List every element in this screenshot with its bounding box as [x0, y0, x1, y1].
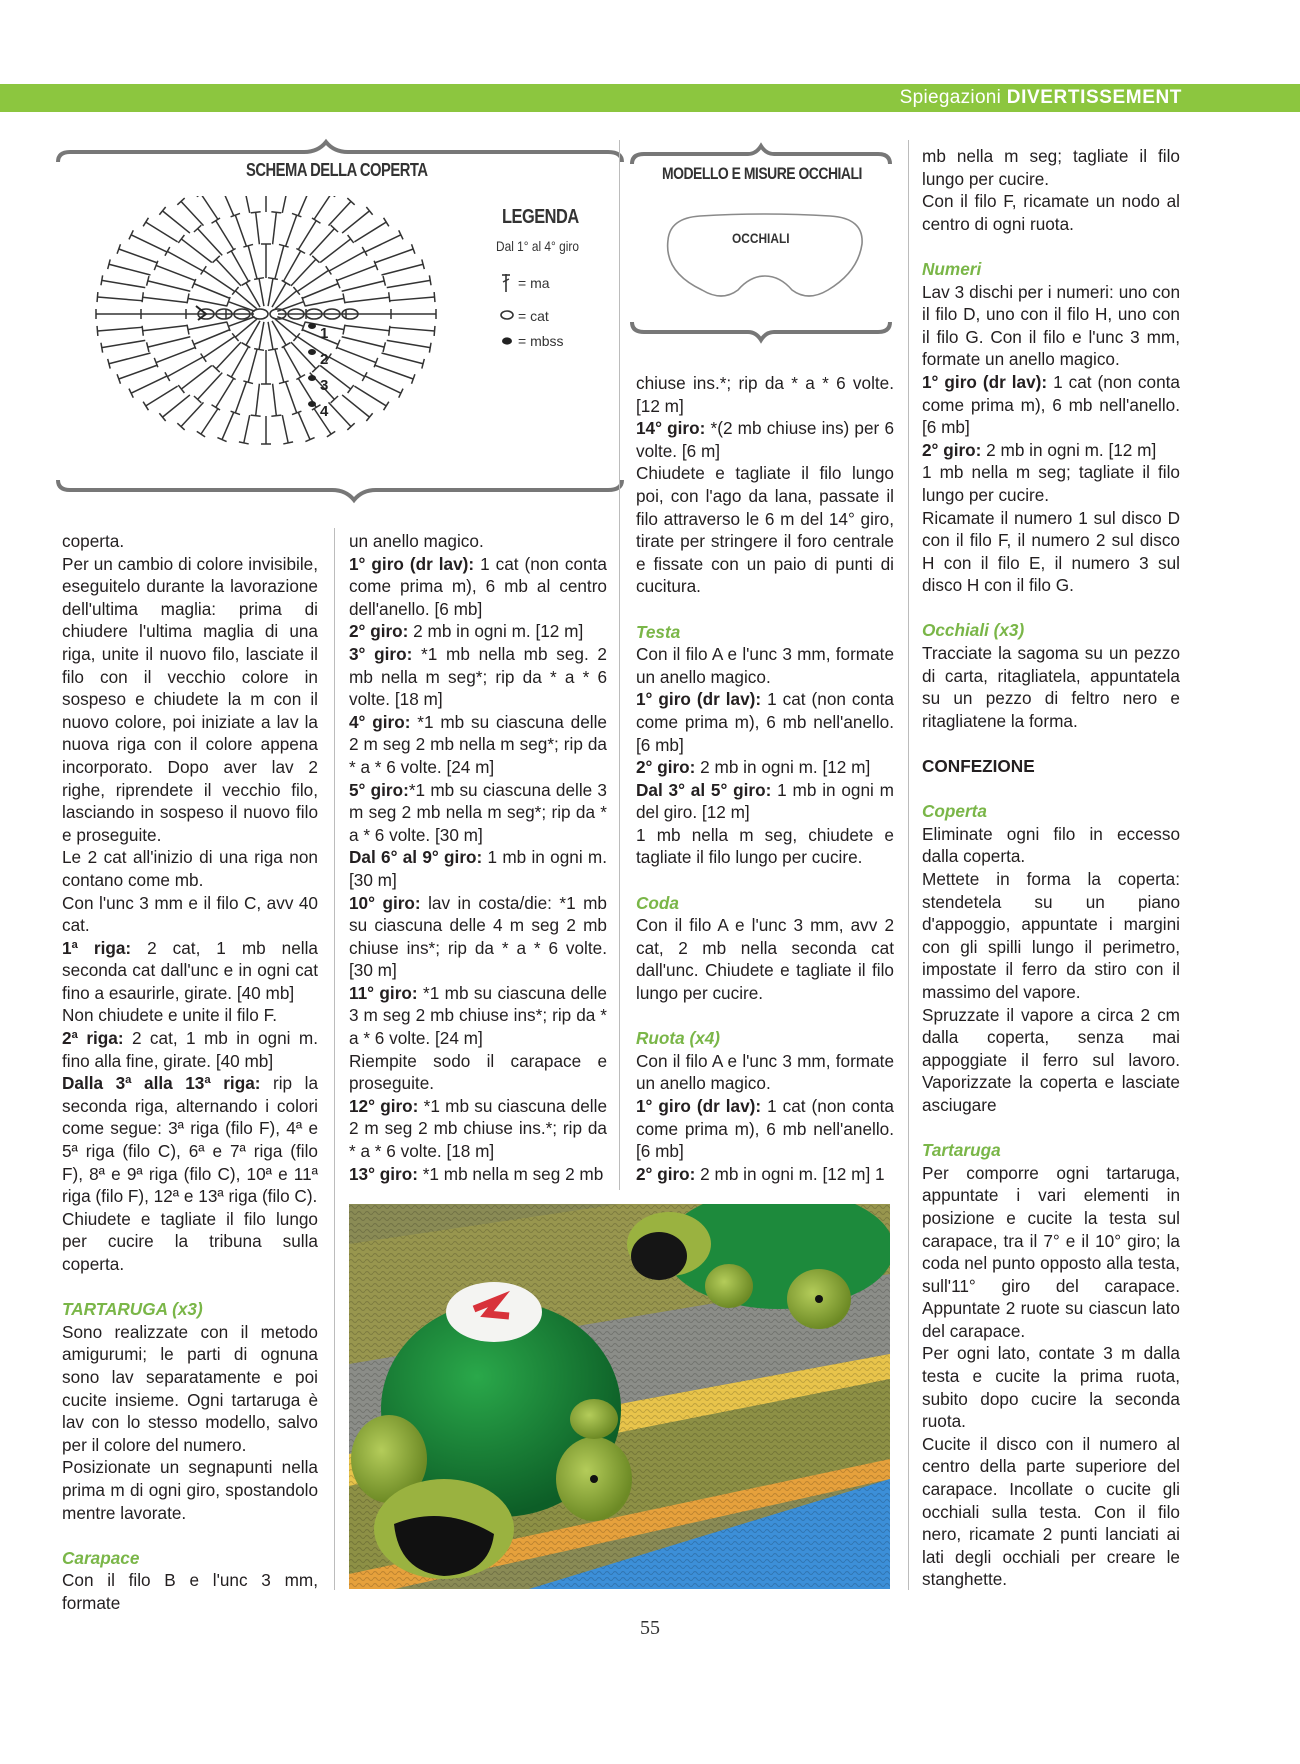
instruction-step: [636, 688, 894, 756]
step-label: 2° giro:: [349, 621, 409, 642]
double-crochet-symbol: [329, 402, 352, 426]
crochet-diagram: [66, 196, 466, 476]
schema-title: SCHEMA DELLA COPERTA: [246, 160, 428, 180]
stitch-top-bar: [348, 235, 354, 243]
slip-stitch-symbol: [308, 323, 316, 329]
paragraph: mb nella m seg; tagliate il filo lungo per cucire.: [922, 146, 1180, 189]
stitch-top-bar: [296, 375, 305, 380]
double-crochet-symbol: [231, 346, 248, 377]
double-crochet-symbol: [365, 235, 401, 252]
paragraph: Non chiudete e unite il filo F.: [62, 1005, 277, 1026]
stitch-top-bar: [143, 402, 148, 410]
paragraph: Con l'unc 3 mm e il filo C, avv 40 cat.: [62, 892, 318, 936]
instruction-step: [349, 982, 607, 1050]
instruction-step: [636, 1095, 894, 1163]
row-number: 4: [320, 403, 329, 420]
double-crochet-symbol: [329, 251, 365, 271]
stitch-top-bar: [434, 292, 435, 302]
section-heading: Coda: [636, 892, 679, 913]
stitch-top-bar: [254, 349, 264, 351]
step-label: 10° giro:: [349, 892, 421, 913]
paragraph: Con il filo A e l'unc 3 mm, avv 2 cat, 2 mb nella seconda cat dall'unc. Chiudete e tagliate il filo lungo per cucire.: [636, 915, 894, 1004]
paragraph-gap: [636, 869, 894, 892]
stitch-top-bar: [239, 442, 249, 444]
paragraph: Chiudete e tagliate il filo lungo per cucire la tribuna sulla coperta.: [62, 1208, 318, 1274]
paragraph: Ricamate il numero 1 sul disco D con il filo F, il numero 2 sul disco H con il filo E, il numero 3 sul disco H con il filo G.: [922, 507, 1180, 596]
step-text: 2 cat, 1 mb nella seconda cat dall'unc e in ogni cat fino a esaurirle, girate. [40 mb]: [62, 937, 318, 1003]
stitch-top-bar: [251, 415, 261, 416]
double-crochet-symbol: [282, 415, 288, 443]
stitch-top-bar: [271, 415, 281, 416]
step-text: 2 mb in ogni m. [12 m]: [695, 757, 871, 778]
double-crochet-symbol: [148, 337, 191, 347]
double-crochet-symbol: [272, 321, 286, 345]
double-crochet-symbol: [298, 196, 310, 215]
stitch-top-bar: [197, 431, 205, 437]
step-label: 2° giro:: [636, 1163, 696, 1184]
double-crochet-symbol: [201, 408, 218, 434]
section-heading: TARTARUGA (x3): [62, 1299, 203, 1320]
paragraph: un anello magico.: [349, 531, 484, 551]
double-crochet-symbol: [102, 340, 145, 347]
double-crochet-symbol: [365, 376, 401, 393]
glasses-label: OCCHIALI: [732, 230, 790, 246]
double-crochet-symbol: [198, 373, 223, 400]
double-crochet-symbol: [256, 212, 260, 244]
section-heading: CONFEZIONE: [922, 756, 1035, 777]
step-label: 4° giro:: [349, 711, 411, 732]
stitch-top-bar: [178, 235, 184, 243]
double-crochet-symbol: [342, 337, 385, 347]
instruction-step: [349, 620, 607, 643]
paragraph: chiuse ins.*; rip da * a * 6 volte. [12 m]: [636, 373, 894, 416]
stitch-top-bar: [327, 196, 335, 197]
double-crochet-symbol: [275, 246, 284, 279]
step-label: 1° giro (dr lav):: [349, 553, 475, 574]
instruction-step: [636, 779, 894, 824]
step-text: 1 cat (non conta come prima m), 6 mb nell'anello. [6 mb]: [922, 371, 1180, 438]
double-crochet-symbol: [298, 413, 310, 440]
stitch-top-bar: [389, 326, 390, 336]
double-crochet-symbol: [354, 222, 386, 242]
double-crochet-symbol: [148, 281, 191, 291]
stitch-top-bar: [384, 402, 389, 410]
double-crochet-symbol: [181, 239, 211, 263]
section-heading: Occhiali (x3): [922, 620, 1025, 641]
double-crochet-symbol: [374, 249, 413, 263]
double-crochet-symbol: [188, 298, 227, 306]
step-text: 2 mb in ogni m. [12 m] 1: [695, 1163, 885, 1184]
section-heading: Carapace: [62, 1547, 140, 1568]
stitch-top-bar: [142, 326, 143, 336]
instruction-step: [349, 711, 607, 779]
double-crochet-symbol: [181, 402, 204, 426]
instruction-step: [349, 643, 607, 711]
paragraph-gap: [922, 597, 1180, 620]
double-crochet-symbol: [329, 357, 365, 377]
double-crochet-symbol: [336, 265, 376, 280]
double-crochet-symbol: [310, 229, 335, 256]
instruction-step: [349, 1163, 607, 1186]
stitch-top-bar: [197, 196, 205, 197]
step-text: 2 mb in ogni m. [12 m]: [981, 439, 1157, 460]
step-label: 11° giro:: [349, 982, 418, 1003]
double-crochet-symbol: [246, 321, 260, 345]
instruction-step: [62, 937, 318, 1005]
paragraph: Per ogni lato, contate 3 m dalla testa e cucite la prima ruota, subito dopo cucire la seconda ruota.: [922, 1343, 1180, 1432]
stitch-top-bar: [97, 326, 98, 336]
stitch-top-bar: [97, 292, 98, 302]
legend-item-cat: = cat: [518, 308, 549, 324]
instruction-step: [349, 846, 607, 891]
step-text: *1 mb su ciascuna delle 3 m seg 2 mb nella m seg*; rip da * a * 6 volte. [30 m]: [349, 779, 607, 845]
double-crochet-symbol: [244, 415, 250, 443]
glasses-shape: [660, 210, 870, 310]
double-crochet-symbol: [387, 340, 430, 347]
paragraph-gap: [636, 1005, 894, 1028]
step-label: 1° giro (dr lav):: [636, 689, 762, 710]
legend-cat-icon: [499, 309, 515, 321]
stitch-top-bar: [227, 248, 236, 253]
slip-stitch-symbol: [308, 401, 316, 407]
double-crochet-symbol: [163, 395, 190, 417]
double-crochet-symbol: [336, 347, 376, 362]
stitch-top-bar: [178, 385, 184, 393]
instruction-step: [636, 1163, 894, 1186]
double-crochet-symbol: [342, 395, 369, 417]
step-label: 5° giro:: [349, 779, 409, 800]
section-header: [900, 87, 1182, 109]
paragraph: Riempite sodo il carapace e proseguite.: [349, 1050, 607, 1094]
text-column-4: [922, 145, 1180, 1591]
legend-title: LEGENDA: [502, 206, 579, 228]
double-crochet-symbol: [163, 211, 190, 233]
stitch-top-bar: [268, 278, 278, 280]
double-crochet-symbol: [272, 283, 286, 307]
double-crochet-symbol: [181, 201, 204, 225]
stitch-top-bar: [254, 278, 264, 280]
paragraph: Lav 3 dischi per i numeri: uno con il filo D, uno con il filo H, uno con il filo G. Con il filo e l'unc 3 mm, formate un anello magico.: [922, 281, 1180, 370]
slip-stitch-symbol: [308, 375, 316, 381]
step-text: *1 mb nella m seg 2 mb: [417, 1163, 604, 1184]
section-heading: Testa: [636, 621, 681, 642]
step-text: *1 mb su ciascuna delle 2 m seg 2 mb chiuse ins.*; rip da * a * 6 volte. [18 m]: [349, 1095, 608, 1162]
double-crochet-symbol: [143, 326, 187, 331]
double-crochet-symbol: [381, 353, 423, 364]
instruction-step: [349, 779, 607, 847]
header-title: DIVERTISSEMENT: [1006, 87, 1182, 108]
stitch-top-bar: [343, 325, 345, 335]
step-label: 2° giro:: [922, 439, 982, 460]
stitch-top-bar: [187, 294, 189, 304]
double-crochet-symbol: [342, 281, 385, 291]
stitch-top-bar: [283, 442, 293, 444]
stitch-top-bar: [348, 385, 354, 393]
section-heading: Coperta: [922, 801, 987, 822]
step-label: 13° giro:: [349, 1163, 418, 1184]
row-number: 2: [320, 351, 329, 368]
stitch-top-bar: [429, 275, 431, 285]
step-label: 2° giro:: [636, 757, 696, 778]
text-column-1: [62, 530, 318, 1615]
double-crochet-symbol: [314, 196, 331, 220]
section-heading: Tartaruga: [922, 1140, 1001, 1161]
double-crochet-symbol: [244, 196, 250, 213]
stitch-top-bar: [143, 218, 148, 226]
paragraph: Con il filo F, ricamate un nodo al centro di ogni ruota.: [922, 191, 1180, 234]
double-crochet-symbol: [109, 353, 151, 364]
double-crochet-symbol: [374, 365, 413, 379]
legend-mbss-icon: [500, 336, 514, 346]
step-text: lav in costa/die: *1 mb su ciascuna delle 4 m seg 2 mb chiuse ins*; rip da * a * 6 volte. [30 m]: [349, 892, 607, 981]
step-text: *1 mb su ciascuna delle 3 m seg 2 mb chiuse ins*; rip da * a * 6 volte. [24 m]: [349, 982, 607, 1049]
double-crochet-symbol: [390, 327, 435, 331]
step-label: 1° giro (dr lav):: [922, 371, 1048, 392]
double-crochet-symbol: [119, 365, 158, 379]
stitch-top-bar: [142, 292, 143, 302]
double-crochet-symbol: [246, 283, 260, 307]
double-crochet-symbol: [167, 251, 203, 271]
double-crochet-symbol: [273, 384, 277, 416]
step-text: 2 mb in ogni m. [12 m]: [408, 621, 584, 642]
paragraph: Per un cambio di colore invisibile, eseguitelo durante la lavorazione dell'ultima maglia: prima di chiudere l'ultima maglia di una riga, unite il nuovo filo, lasciate il filo con il vecchio colore in sospeso e chiudete la m con il nuovo colore, poi iniziate a lav la nuova riga con il colore appena incorporato. Dopo aver lav 2 righe, riprendete il vecchio filo, lasciando in sospeso il nuovo filo e proseguite.: [62, 553, 318, 845]
stitch-top-bar: [434, 326, 435, 336]
double-crochet-symbol: [201, 196, 218, 220]
step-label: 1° giro (dr lav):: [636, 1096, 762, 1116]
double-crochet-symbol: [286, 215, 297, 246]
paragraph: Con il filo A e l'unc 3 mm, formate un anello magico.: [636, 644, 894, 687]
section-heading: Numeri: [922, 258, 982, 279]
double-crochet-symbol: [390, 297, 435, 301]
paragraph: Con il filo A e l'unc 3 mm, formate un anello magico.: [636, 1050, 894, 1094]
paragraph-gap: [62, 1524, 318, 1547]
step-text: 2 cat, 1 mb in ogni m. fino alla fine, girate. [40 mb]: [62, 1028, 318, 1071]
step-label: 1ª riga:: [62, 937, 132, 958]
text-column-3: [636, 372, 894, 1185]
double-crochet-symbol: [131, 235, 167, 252]
paragraph: Tracciate la sagoma su un pezzo di carta, ritagliatela, appuntatela su un pezzo di feltro nero e ritagliatene la forma.: [922, 643, 1180, 731]
stitch-top-bar: [384, 218, 389, 226]
double-crochet-symbol: [354, 386, 386, 406]
legend-ma-icon: [500, 272, 512, 294]
step-text: *1 mb nella mb seg. 2 mb nella m seg*; rip da * a * 6 volte. [18 m]: [349, 643, 607, 710]
column-rule: [908, 140, 909, 1590]
double-crochet-symbol: [231, 251, 248, 282]
step-label: 2ª riga:: [62, 1028, 124, 1049]
section-heading: Ruota (x4): [636, 1028, 721, 1049]
step-text: 1 cat (non conta come prima m), 6 mb nell'anello. [6 mb]: [636, 1096, 894, 1162]
stitch-top-bar: [227, 375, 236, 380]
instruction-step: [62, 1072, 318, 1208]
paragraph-gap: [922, 1117, 1180, 1140]
double-crochet-symbol: [268, 322, 273, 350]
double-crochet-symbol: [194, 284, 230, 299]
step-text: 1 cat (non conta come prima m), 6 mb al centro dell'anello. [6 mb]: [349, 553, 607, 619]
paragraph: 1 mb nella m seg; tagliate il filo lungo per cucire.: [922, 462, 1180, 505]
paragraph: Sono realizzate con il metodo amigurumi; le parti di ognuna sono lav separatamente e poi cucite insieme. Ogni tartaruga è lav con lo stesso modello, salvo per il colore del numero.: [62, 1321, 318, 1455]
header-section: Spiegazioni: [899, 87, 1002, 108]
paragraph: Cucite il disco con il numero al centro della parte superiore del carapace. Incollate o cucite gli occhiali sulla testa. Con il filo nero, ricamate 2 punti lanciati ai lati degli occhiali per creare le stanghette.: [922, 1433, 1180, 1590]
double-crochet-symbol: [216, 378, 234, 407]
stitch-top-bar: [101, 343, 103, 353]
stitch-top-bar: [268, 349, 278, 351]
double-crochet-symbol: [329, 201, 352, 225]
page-number: 55: [640, 1617, 660, 1639]
legend-subtitle: Dal 1° al 4° giro: [496, 238, 579, 254]
paragraph: Posizionate un segnapunti nella prima m di ogni giro, spostandolo mentre lavorate.: [62, 1457, 318, 1523]
double-crochet-symbol: [387, 280, 430, 287]
stitch-top-bar: [389, 292, 390, 302]
double-crochet-symbol: [275, 349, 284, 382]
paragraph: Spruzzate il vapore a circa 2 cm dalla coperta, senza mai appoggiate il ferro sul lavoro. Vaporizzate la coperta e lasciate asciugare: [922, 1004, 1180, 1115]
paragraph: Le 2 cat all'inizio di una riga non contano come mb.: [62, 847, 318, 890]
paragraph: Per comporre ogni tartaruga, appuntate i vari elementi in posizione e cucite la testa sul carapace, tra il 7° e il 10° giro; la coda nel punto opposto alla testa, sull'11° giro del carapace. Appuntate 2 ruote su ciascun lato del carapace.: [922, 1162, 1180, 1341]
double-crochet-symbol: [97, 297, 142, 301]
double-crochet-symbol: [181, 366, 211, 390]
double-crochet-symbol: [305, 298, 344, 306]
step-label: Dalla 3ª alla 13ª riga:: [62, 1073, 261, 1094]
glasses-title: MODELLO E MISURE OCCHIALI: [662, 164, 862, 183]
double-crochet-symbol: [286, 382, 297, 413]
step-label: Dal 6° al 9° giro:: [349, 847, 483, 868]
text-column-2: [349, 530, 607, 1185]
stitch-top-bar: [212, 218, 221, 223]
instruction-step: [922, 439, 1180, 462]
legend-item-mbss: = mbss: [518, 333, 564, 349]
double-crochet-symbol: [282, 196, 288, 213]
double-crochet-symbol: [109, 264, 151, 275]
paragraph: Con il filo B e l'unc 3 mm, formate: [62, 1570, 318, 1613]
step-text: *(2 mb chiuse ins) per 6 volte. [6 m]: [636, 418, 895, 461]
stitch-top-bar: [187, 325, 189, 335]
stitch-top-bar: [327, 431, 335, 437]
turtle-photo: [349, 1204, 890, 1589]
double-crochet-symbol: [97, 327, 142, 331]
double-crochet-symbol: [273, 212, 277, 244]
step-label: Dal 3° al 5° giro:: [636, 779, 772, 800]
row-number: 1: [320, 325, 329, 342]
double-crochet-symbol: [342, 211, 369, 233]
double-crochet-symbol: [259, 322, 264, 350]
double-crochet-symbol: [222, 196, 234, 215]
column-rule: [619, 140, 620, 1190]
stitch-top-bar: [271, 212, 281, 213]
stitch-top-bar: [101, 275, 103, 285]
double-crochet-symbol: [188, 322, 227, 330]
double-crochet-symbol: [320, 239, 350, 263]
legend-item-ma: = ma: [518, 275, 550, 291]
stitch-top-bar: [212, 405, 221, 410]
double-crochet-symbol: [216, 221, 234, 250]
stitch-top-bar: [343, 294, 345, 304]
double-crochet-symbol: [143, 297, 187, 302]
step-label: 3° giro:: [349, 643, 413, 664]
step-text: *1 mb su ciascuna delle 2 m seg 2 mb nella m seg*; rip da * a * 6 volte. [24 m]: [349, 711, 607, 777]
paragraph-gap: [922, 778, 1180, 801]
double-crochet-symbol: [146, 386, 178, 406]
double-crochet-symbol: [198, 229, 223, 256]
paragraph-gap: [922, 732, 1180, 755]
column-rule: [334, 528, 335, 1590]
double-crochet-symbol: [119, 249, 158, 263]
instruction-step: [62, 1027, 318, 1072]
paragraph: Chiudete e tagliate il filo lungo poi, con l'ago da lana, passate il filo attraverso le 6 m del 14° giro, tirate per stringere il foro centrale e fissate con un paio di punti di cucitura.: [636, 463, 894, 597]
double-crochet-symbol: [235, 382, 246, 413]
double-crochet-symbol: [298, 221, 316, 250]
paragraph-gap: [922, 235, 1180, 258]
double-crochet-symbol: [256, 384, 260, 416]
double-crochet-symbol: [248, 349, 257, 382]
double-crochet-symbol: [248, 246, 257, 279]
paragraph: coperta.: [62, 531, 125, 551]
paragraph: Mettete in forma la coperta: stendetela su un piano d'appoggio, appuntate i margini con gli spilli lungo il perimetro, impostate il ferro da stiro con il massimo del vapore.: [922, 869, 1180, 1002]
double-crochet-symbol: [283, 251, 300, 282]
stitch-top-bar: [312, 218, 321, 223]
step-text: 1 mb in ogni m. [30 m]: [349, 847, 608, 890]
paragraph-gap: [62, 1276, 318, 1299]
double-crochet-symbol: [156, 265, 196, 280]
paragraph: Eliminate ogni filo in eccesso dalla coperta.: [922, 823, 1180, 867]
double-crochet-symbol: [194, 330, 230, 345]
stitch-top-bar: [251, 212, 261, 213]
double-crochet-symbol: [302, 284, 338, 299]
section-header-band: [0, 84, 1300, 112]
double-crochet-symbol: [345, 297, 389, 302]
double-crochet-symbol: [235, 215, 246, 246]
step-text: 1 cat (non conta come prima m), 6 mb nell'anello. [6 mb]: [636, 689, 894, 755]
double-crochet-symbol: [131, 376, 167, 393]
double-crochet-symbol: [259, 279, 264, 307]
double-crochet-symbol: [283, 346, 300, 377]
instruction-step: [349, 1095, 607, 1163]
instruction-step: [922, 371, 1180, 439]
stitch-top-bar: [429, 343, 431, 353]
double-crochet-symbol: [222, 413, 234, 440]
instruction-step: [349, 553, 607, 621]
row-number: 3: [320, 377, 329, 394]
step-label: 14° giro:: [636, 418, 706, 439]
step-text: 1 mb in ogni m del giro. [12 m]: [636, 779, 894, 823]
paragraph: 1 mb nella m seg, chiudete e tagliate il filo lungo per cucire.: [636, 824, 894, 868]
double-crochet-symbol: [381, 264, 423, 275]
instruction-step: [636, 417, 894, 462]
double-crochet-symbol: [167, 357, 203, 377]
double-crochet-symbol: [156, 347, 196, 362]
double-crochet-symbol: [268, 279, 273, 307]
paragraph-gap: [636, 598, 894, 621]
instruction-step: [636, 756, 894, 779]
step-label: 12° giro:: [349, 1095, 419, 1116]
double-crochet-symbol: [102, 280, 145, 287]
slip-stitch-symbol: [308, 349, 316, 355]
stitch-top-bar: [296, 248, 305, 253]
double-crochet-symbol: [345, 326, 389, 331]
instruction-step: [349, 892, 607, 982]
step-text: rip la seconda riga, alternando i colori come segue: 3ª riga (filo F), 4ª e 5ª riga (filo C), 6ª e 7ª riga (filo F), 8ª e 9ª riga (filo C), 10ª e 11ª riga (filo F), 12ª e 13ª riga (filo C).: [62, 1073, 319, 1207]
double-crochet-symbol: [146, 222, 178, 242]
